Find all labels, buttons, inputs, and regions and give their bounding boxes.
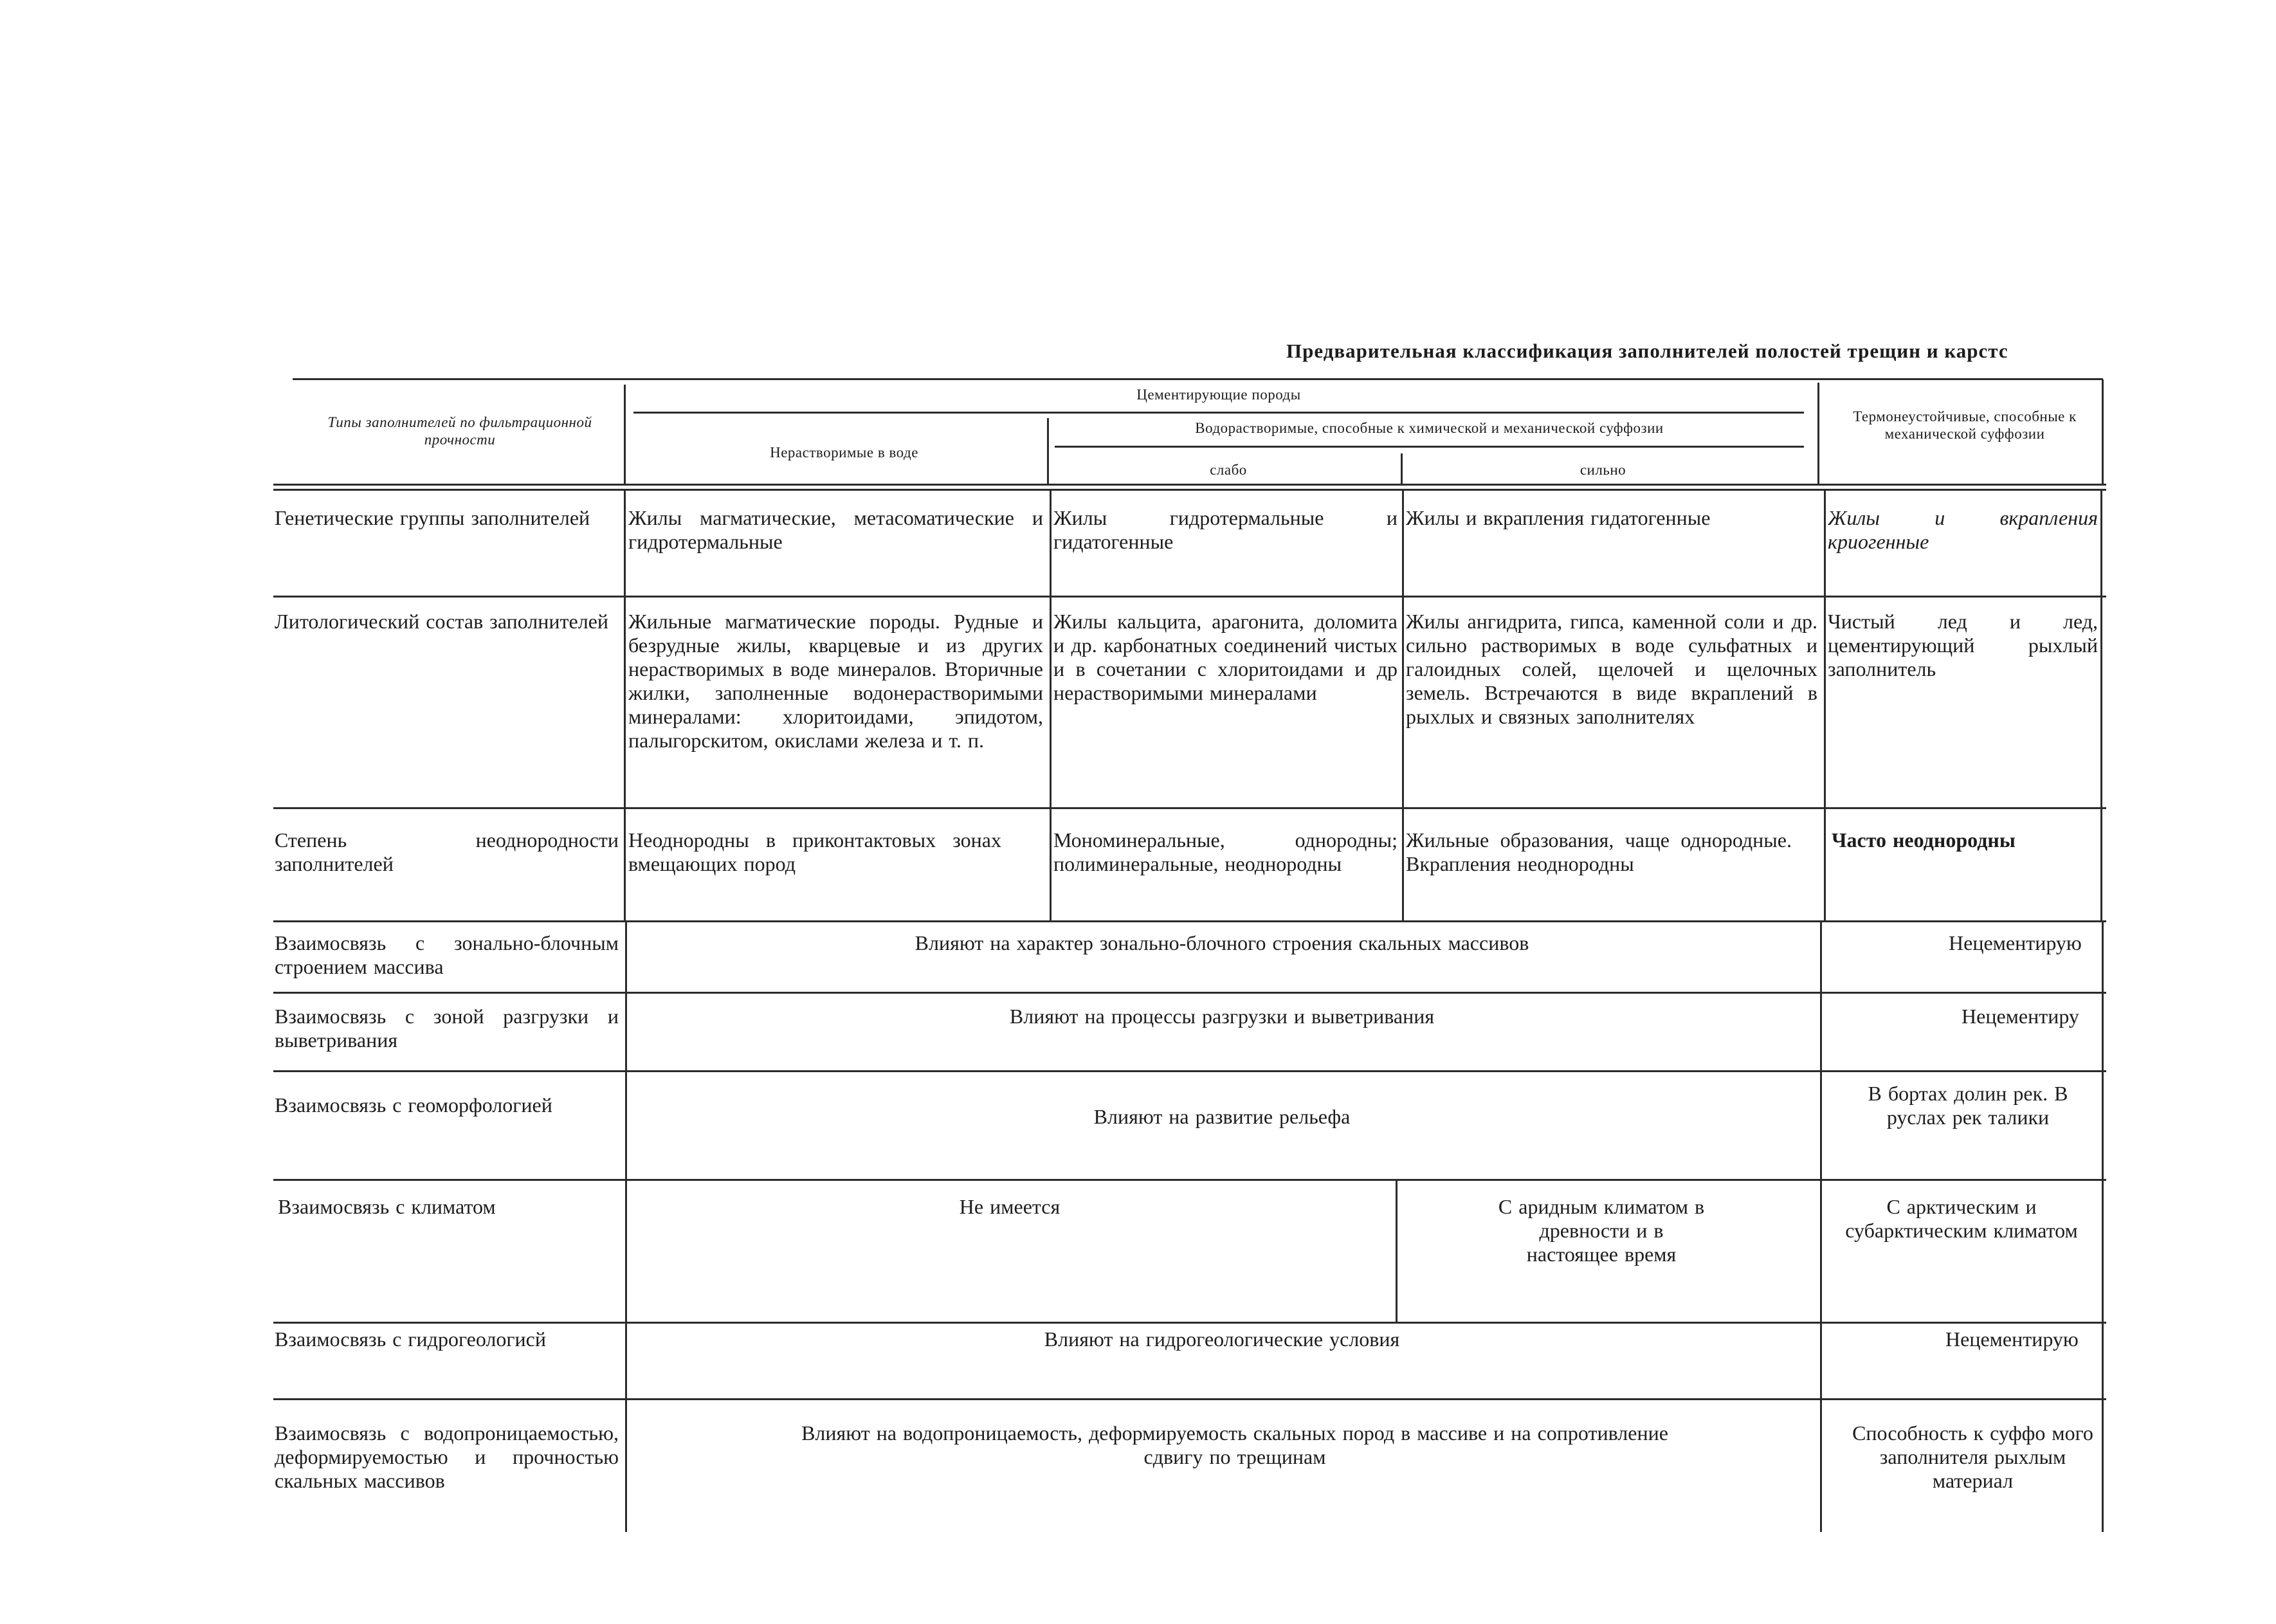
col-divider (1396, 1180, 1397, 1322)
header-cementing: Цементирующие породы (1136, 387, 1301, 403)
col-divider (1820, 921, 1822, 1532)
cell-hydrogeology-merged: Влияют на гидрогеологические условия (1044, 1327, 1400, 1351)
cell-geomorphology-merged: Влияют на развитие рельефа (1093, 1105, 1351, 1128)
cell-hydrogeology-thermo: Нецементирую (1945, 1327, 2079, 1351)
col-divider (624, 385, 626, 484)
cell-unloading-merged: Влияют на процессы разгрузки и выветривания (1009, 1005, 1435, 1028)
cell-heterogeneity-insoluble: Неоднородны в приконтактовых зонах вмещающих пород (628, 828, 1001, 875)
row-label-unloading: Взаимосвязь с зоной разгрузки и выветривания (275, 1005, 619, 1052)
cell-permeability-merged: Влияют на водопроницаемость, деформируемость скальных пород в массиве и на сопротивление сдвигу по трещинам (801, 1421, 1668, 1468)
row-label-zonal: Взаимосвязь с зонально-блочным строением массива (275, 931, 619, 978)
header-rule-cementing (633, 412, 1804, 414)
header-weakly: слабо (1210, 462, 1247, 478)
row-label-geomorphology: Взаимосвязь с геоморфологией (275, 1093, 552, 1117)
cell-lithology-strongly: Жилы ангидрита, гипса, каменной соли и др. сильно растворимых в воде сульфатных и галоидных солей, щелочей и щелочных земель. Встречаются в виде вкраплений в рыхлых и связных заполнителях (1406, 610, 1817, 728)
cell-genetic-strongly: Жилы и вкрапления гидатогенные (1406, 506, 1711, 529)
row-label-hydrogeology: Взаимосвязь с гидрогеологисй (275, 1327, 546, 1351)
header-rule-soluble (1055, 446, 1804, 448)
row-rule (273, 489, 2106, 491)
row-rule (273, 1179, 2106, 1181)
col-divider (1047, 418, 1049, 484)
col-divider (624, 490, 626, 921)
col-divider (2100, 490, 2102, 921)
cell-heterogeneity-thermo: Часто неоднородны (1832, 828, 2016, 852)
header-thermo: Термонеустойчивые, способные к механической суффозии (1853, 408, 2077, 442)
col-divider (1402, 490, 1404, 921)
row-label-climate: Взаимосвязь с климатом (278, 1195, 496, 1218)
header-bottom-rule (273, 484, 2106, 486)
col-divider (625, 921, 627, 1532)
col-divider (2102, 379, 2104, 484)
cell-genetic-insoluble: Жилы магматические, метасоматические и гидротермальные (628, 506, 1043, 553)
cell-heterogeneity-weakly: Мономинеральные, однородны; полиминеральные, неоднородны (1053, 828, 1397, 875)
cell-zonal-merged: Влияют на характер зонально-блочного строения скальных массивов (915, 931, 1529, 954)
cell-climate-merged: Не имеется (959, 1195, 1061, 1218)
cell-genetic-thermo: Жилы и вкрапления криогенные (1828, 506, 2098, 553)
cell-heterogeneity-strongly: Жильные образования, чаще однородные. Вкрапления неоднородны (1406, 828, 1792, 875)
row-label-genetic: Генетические группы заполнителей (275, 506, 590, 529)
row-label-lithology: Литологический состав заполнителей (275, 610, 608, 633)
row-rule (273, 992, 2106, 994)
cell-genetic-weakly: Жилы гидротермальные и гидатогенные (1053, 506, 1397, 553)
cell-climate-thermo: С арктическим и субарктическим климатом (1845, 1195, 2078, 1242)
row-rule (273, 807, 2106, 809)
table-title: Предварительная классификация заполнителей полостей трещин и карстс (1286, 340, 2008, 362)
row-rule (273, 1322, 2106, 1324)
cell-zonal-thermo: Нецементирую (1949, 931, 2082, 954)
col-divider (1401, 453, 1403, 484)
row-rule (273, 1070, 2106, 1072)
header-col-types: Типы заполнителей по фильтрационной прочности (327, 414, 592, 448)
cell-geomorphology-thermo: В бортах долин рек. В руслах рек талики (1868, 1082, 2068, 1129)
cell-lithology-weakly: Жилы кальцита, арагонита, доломита и др. карбонатных соединений чистых и в сочетании с хлоритоидами и др нерастворимыми минералами (1053, 610, 1397, 704)
table-top-rule (293, 378, 2103, 380)
cell-lithology-thermo: Чистый лед и лед, цементирующий рыхлый заполнитель (1828, 610, 2098, 680)
row-label-heterogeneity: Степень неоднородности заполнителей (275, 828, 619, 875)
cell-unloading-thermo: Нецементиру (1962, 1005, 2079, 1028)
header-insoluble: Нерастворимые в воде (770, 444, 918, 461)
header-soluble: Водорастворимые, способные к химической и механической суффозии (1195, 420, 1664, 436)
row-rule (273, 596, 2106, 598)
cell-lithology-insoluble: Жильные магматические породы. Рудные и безрудные жилы, кварцевые и из других нерастворимых в воде минералов. Вторичные жилки, заполненные водонерастворимыми минералами: хлоритоидами, эпидотом, палыгорскитом, окислами железа и т. п. (628, 610, 1043, 752)
cell-permeability-thermo: Способность к суффо мого заполнителя рыхлым материал (1852, 1421, 2093, 1492)
header-strongly: сильно (1580, 462, 1626, 478)
row-rule (273, 920, 2106, 922)
row-label-permeability: Взаимосвязь с водопроницаемостью, деформируемостью и прочностью скальных массивов (275, 1421, 619, 1492)
cell-climate-strongly: С аридным климатом в древности и в настоящее время (1498, 1195, 1705, 1266)
col-divider (1817, 383, 1819, 484)
col-divider (1050, 490, 1052, 921)
col-divider (1824, 490, 1826, 921)
row-rule (273, 1398, 2106, 1400)
